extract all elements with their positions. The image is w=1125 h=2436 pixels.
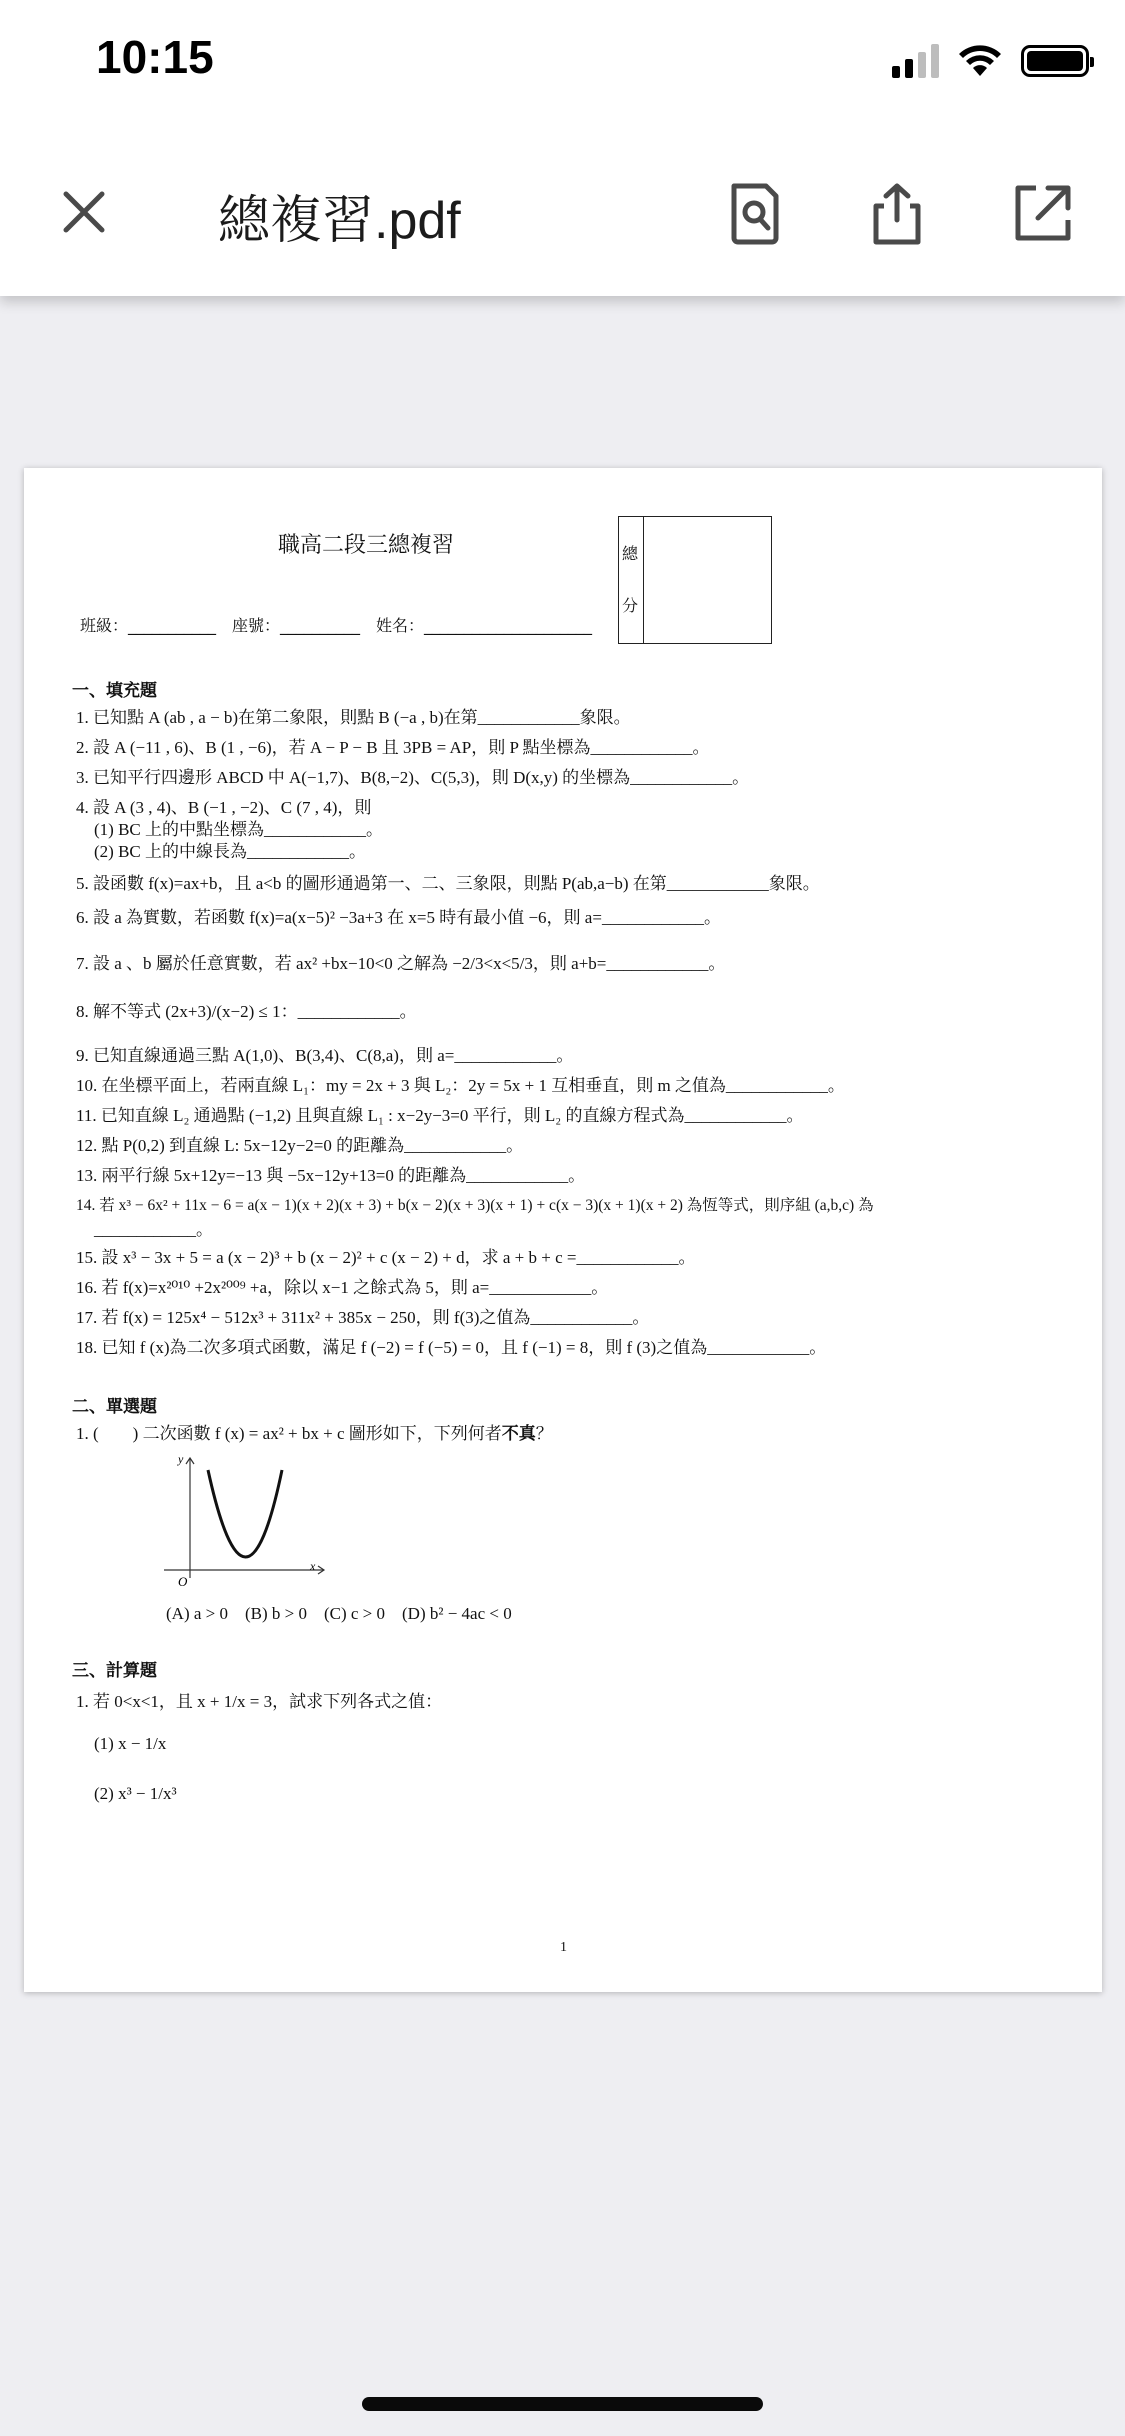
doc-title: 職高二段三總複習 bbox=[278, 533, 455, 558]
question-8: 8. 解不等式 (2x+3)/(x−2) ≤ 1：____________。 bbox=[76, 1002, 417, 1021]
question-10: 10. 在坐標平面上，若兩直線 L₁：my = 2x + 3 與 L₂：2y = 5x + 1 互相垂直，則 m 之值為____________。 bbox=[76, 1076, 845, 1095]
score-label-column bbox=[619, 517, 644, 643]
graph-x-label: x bbox=[310, 1559, 316, 1573]
question-13: 13. 兩平行線 5x+12y=−13 與 −5x−12y+13=0 的距離為____________。 bbox=[76, 1166, 586, 1185]
battery-icon bbox=[1021, 45, 1089, 77]
question-4: 4. 設 A (3 , 4)、B (−1 , −2)、C (7 , 4)，則 bbox=[76, 798, 372, 817]
section-calculation: 三、計算題 bbox=[72, 1661, 157, 1681]
question-14-answer-line: ____________。 bbox=[94, 1220, 213, 1239]
close-icon[interactable] bbox=[52, 180, 116, 244]
question-9: 9. 已知直線通過三點 A(1,0)、B(3,4)、C(8,a)，則 a=____________。 bbox=[76, 1046, 574, 1065]
question-4-1: (1) BC 上的中點坐標為____________。 bbox=[94, 820, 383, 839]
home-indicator[interactable] bbox=[362, 2397, 763, 2411]
question-4-2: (2) BC 上的中線長為____________。 bbox=[94, 842, 366, 861]
question-12: 12. 點 P(0,2) 到直線 L: 5x−12y−2=0 的距離為____________。 bbox=[76, 1136, 524, 1155]
document-title: 總複習.pdf bbox=[218, 192, 461, 250]
graph-y-label: y bbox=[178, 1454, 184, 1466]
calc-question-1: 1. 若 0<x<1，且 x + 1/x = 3，試求下列各式之值： bbox=[76, 1692, 443, 1711]
page-number: 1 bbox=[560, 1940, 567, 1955]
choice-question-1-stem: 1. ( ) 二次函數 f (x) = ax² + bx + c 圖形如下，下列何者 bbox=[76, 1424, 502, 1443]
choice-question-1-emphasis: 不真 bbox=[501, 1424, 536, 1443]
question-11: 11. 已知直線 L₂ 通過點 (−1,2) 且與直線 L₁ : x−2y−3=0 平行，則 L₂ 的直線方程式為____________。 bbox=[76, 1106, 804, 1125]
question-6: 6. 設 a 為實數，若函數 f(x)=a(x−5)² −3a+3 在 x=5 時有最小值 −6，則 a=____________。 bbox=[76, 908, 721, 927]
question-17: 17. 若 f(x) = 125x⁴ − 512x³ + 311x² + 385x − 250，則 f(3)之值為____________。 bbox=[76, 1308, 650, 1327]
choice-options: (A) a > 0 (B) b > 0 (C) c > 0 (D) b² − 4ac < 0 bbox=[166, 1604, 512, 1623]
app-header bbox=[0, 0, 1125, 296]
question-18: 18. 已知 f (x)為二次多項式函數，滿足 f (−2) = f (−5) = 0，且 f (−1) = 8，則 f (3)之值為____________。 bbox=[76, 1338, 827, 1357]
student-info-line: 班級：___________ 座號：__________ 姓名：_____________________ bbox=[80, 616, 593, 635]
pdf-page[interactable] bbox=[24, 468, 1102, 1992]
question-1: 1. 已知點 A (ab , a − b)在第二象限，則點 B (−a , b)在第____________象限。 bbox=[76, 708, 631, 727]
cellular-signal-icon bbox=[892, 44, 939, 78]
choice-question-1-end: ？ bbox=[535, 1424, 553, 1443]
question-2: 2. 設 A (−11 , 6)、B (1 , −6)，若 A − P − B 且 3PB = AP，則 P 點坐標為____________。 bbox=[76, 738, 710, 757]
section-fill-in: 一、填充題 bbox=[72, 681, 157, 701]
calc-question-1-1: (1) x − 1/x bbox=[94, 1734, 167, 1753]
search-document-icon[interactable] bbox=[720, 178, 790, 248]
question-15: 15. 設 x³ − 3x + 5 = a (x − 2)³ + b (x − 2)² + c (x − 2) + d，求 a + b + c =____________。 bbox=[76, 1248, 696, 1267]
status-icons bbox=[892, 40, 1089, 82]
question-16: 16. 若 f(x)=x²⁰¹⁰ +2x²⁰⁰⁹ +a，除以 x−1 之餘式為 5，則 a=____________。 bbox=[76, 1278, 609, 1297]
score-box bbox=[618, 516, 772, 644]
calc-question-1-2: (2) x³ − 1/x³ bbox=[94, 1784, 177, 1803]
status-time: 10:15 bbox=[96, 31, 214, 83]
question-5: 5. 設函數 f(x)=ax+b，且 a<b 的圖形通過第一、二、三象限，則點 P(ab,a−b) 在第____________象限。 bbox=[76, 874, 820, 893]
section-single-choice: 二、單選題 bbox=[72, 1397, 157, 1417]
score-label-1: 總 bbox=[622, 544, 639, 563]
parabola-graph bbox=[160, 1454, 330, 1592]
question-3: 3. 已知平行四邊形 ABCD 中 A(−1,7)、B(8,−2)、C(5,3)，則 D(x,y) 的坐標為____________。 bbox=[76, 768, 750, 787]
question-14: 14. 若 x³ − 6x² + 11x − 6 = a(x − 1)(x + 2)(x + 3) + b(x − 2)(x + 3)(x + 1) + c(x − 3)(x + 1)(x + 2) 為恆等式，則序組 (a,b,c) 為 bbox=[76, 1197, 874, 1214]
open-external-icon[interactable] bbox=[1006, 178, 1076, 248]
choice-question-1 bbox=[76, 1424, 553, 1444]
graph-origin-label: O bbox=[178, 1574, 188, 1589]
score-label-2: 分 bbox=[622, 596, 639, 615]
wifi-icon bbox=[957, 44, 1003, 78]
question-7: 7. 設 a 、b 屬於任意實數，若 ax² +bx−10<0 之解為 −2/3<x<5/3，則 a+b=____________。 bbox=[76, 954, 726, 973]
share-icon[interactable] bbox=[862, 178, 932, 248]
